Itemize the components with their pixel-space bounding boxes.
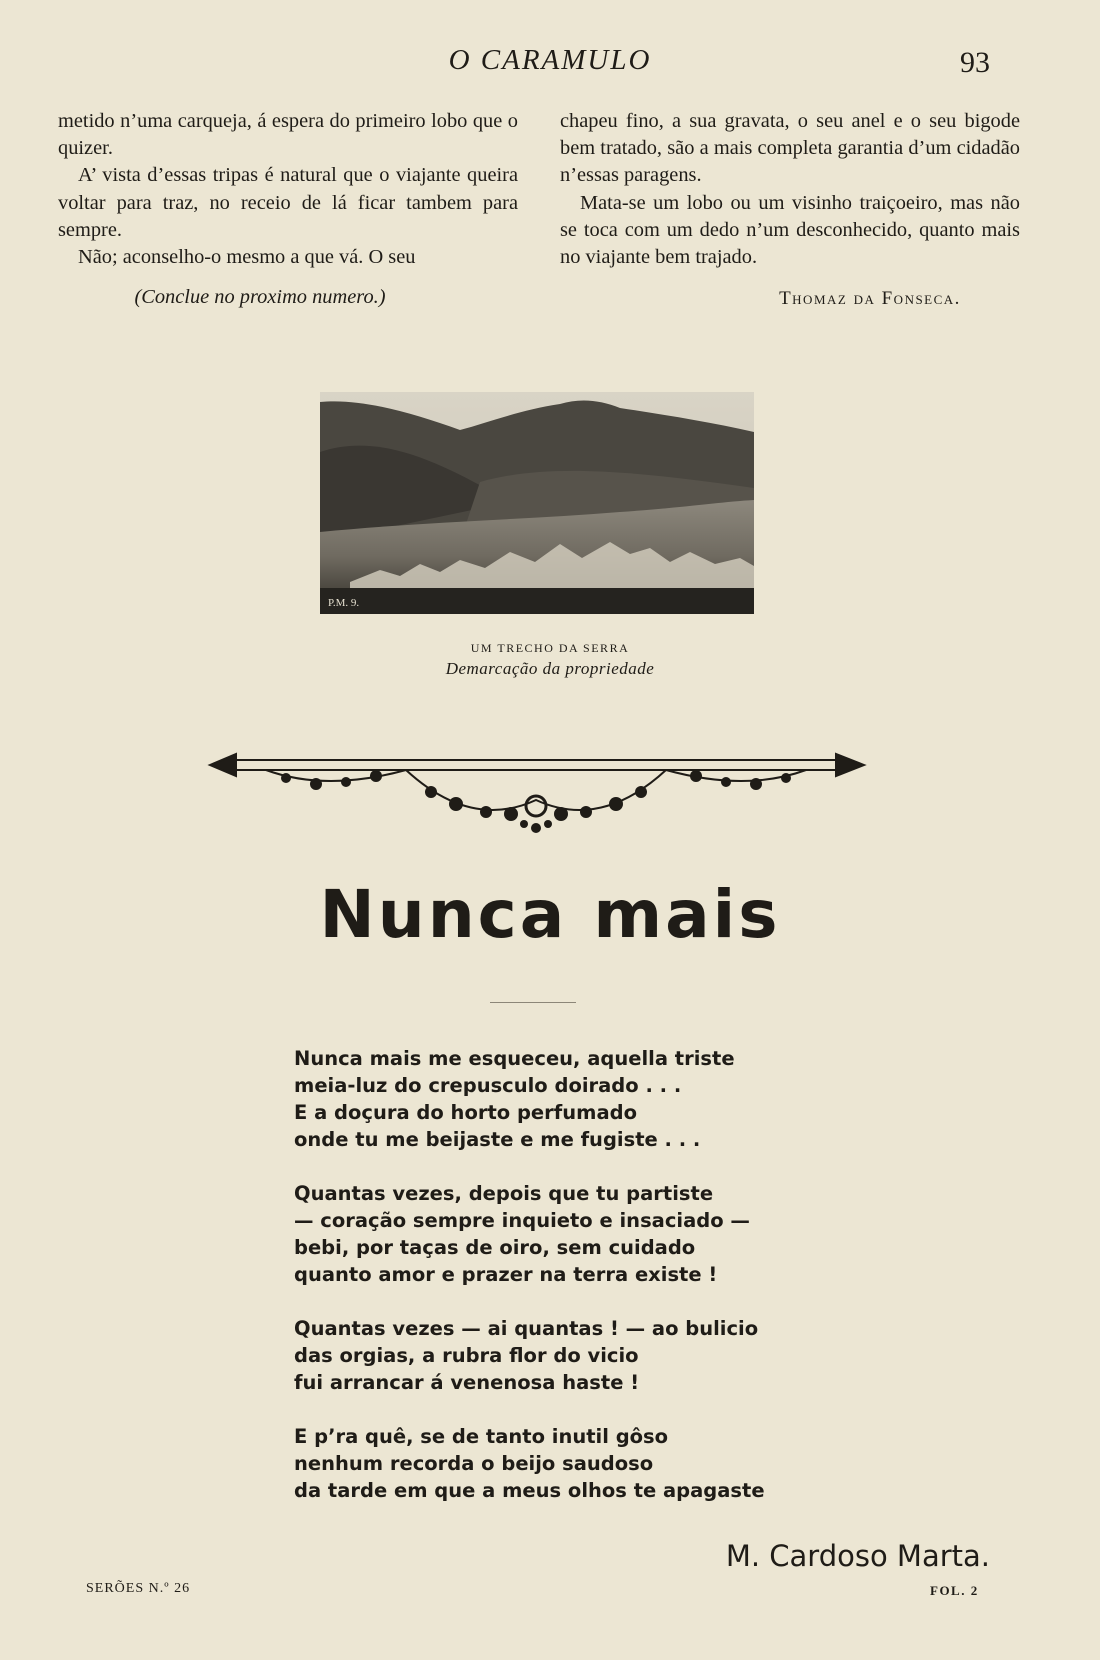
poem-line: das orgias, a rubra flor do vicio	[294, 1344, 639, 1367]
continued-note: (Conclue no proximo numero.)	[134, 286, 386, 308]
footer-folio: FOL. 2	[930, 1583, 979, 1598]
poem-line: Nunca mais me esqueceu, aquella triste	[294, 1047, 735, 1070]
floral-garland-ornament	[206, 740, 868, 838]
prose-column-left	[58, 108, 518, 271]
footer-issue: SERÕES N.º 26	[86, 1581, 191, 1596]
poem-line: Quantas vezes — ai quantas ! — ao bulicio	[294, 1317, 759, 1340]
poem-line: — coração sempre inquieto e insaciado —	[294, 1209, 750, 1232]
prose-paragraph: Mata-se um lobo ou um visinho traiçoeiro, mas não se toca com um dedo n’um desconhecido, quanto mais no viajante bem trajado.	[560, 191, 1020, 269]
poem-stanza	[294, 1180, 814, 1288]
page-number: 93	[960, 46, 990, 79]
poem-title: Nunca mais	[319, 876, 781, 953]
poem-line: onde tu me beijaste e me fugiste . . .	[294, 1128, 701, 1151]
photo-caption-subtitle: Demarcação da propriedade	[445, 659, 655, 678]
title-divider	[490, 1002, 576, 1003]
landscape-photo	[320, 392, 754, 614]
poem-body	[294, 1045, 814, 1531]
poem-line: bebi, por taças de oiro, sem cuidado	[294, 1236, 696, 1259]
poem-line: quanto amor e prazer na terra existe !	[294, 1263, 718, 1286]
poem-author: M. Cardoso Marta.	[725, 1539, 990, 1573]
poem-stanza	[294, 1045, 814, 1153]
poem-stanza	[294, 1423, 814, 1504]
prose-paragraph: metido n’uma carqueja, á espera do primeiro lobo que o quizer.	[58, 110, 518, 160]
prose-author: Thomaz da Fonseca.	[779, 288, 961, 309]
poem-line: E p’ra quê, se de tanto inutil gôso	[294, 1425, 669, 1448]
prose-paragraph: A’ vista d’essas tripas é natural que o viajante queira voltar para traz, no receio de lá ficar tambem para sempre.	[58, 164, 518, 241]
prose-column-right	[560, 108, 1020, 271]
photo-caption-title: UM TRECHO DA SERRA	[470, 641, 630, 655]
mountain-landscape-image	[320, 392, 754, 614]
poem-line: nenhum recorda o beijo saudoso	[294, 1452, 654, 1475]
photo-mark: P.M. 9.	[328, 597, 360, 609]
prose-paragraph: chapeu fino, a sua gravata, o seu anel e o seu bigode bem tratado, são a mais completa garantia d’um cidadão n’essas paragens.	[560, 110, 1020, 187]
poem-line: Quantas vezes, depois que tu partiste	[294, 1182, 714, 1205]
poem-line: fui arrancar á venenosa haste !	[294, 1371, 640, 1394]
poem-line: E a doçura do horto perfumado	[294, 1101, 637, 1124]
poem-stanza	[294, 1315, 814, 1396]
prose-paragraph: Não; aconselho-o mesmo a que vá. O seu	[78, 246, 416, 269]
garland-icon	[206, 740, 868, 838]
running-title: O CARAMULO	[448, 44, 652, 76]
poem-line: da tarde em que a meus olhos te apagaste	[294, 1479, 765, 1502]
poem-line: meia-luz do crepusculo doirado . . .	[294, 1074, 682, 1097]
